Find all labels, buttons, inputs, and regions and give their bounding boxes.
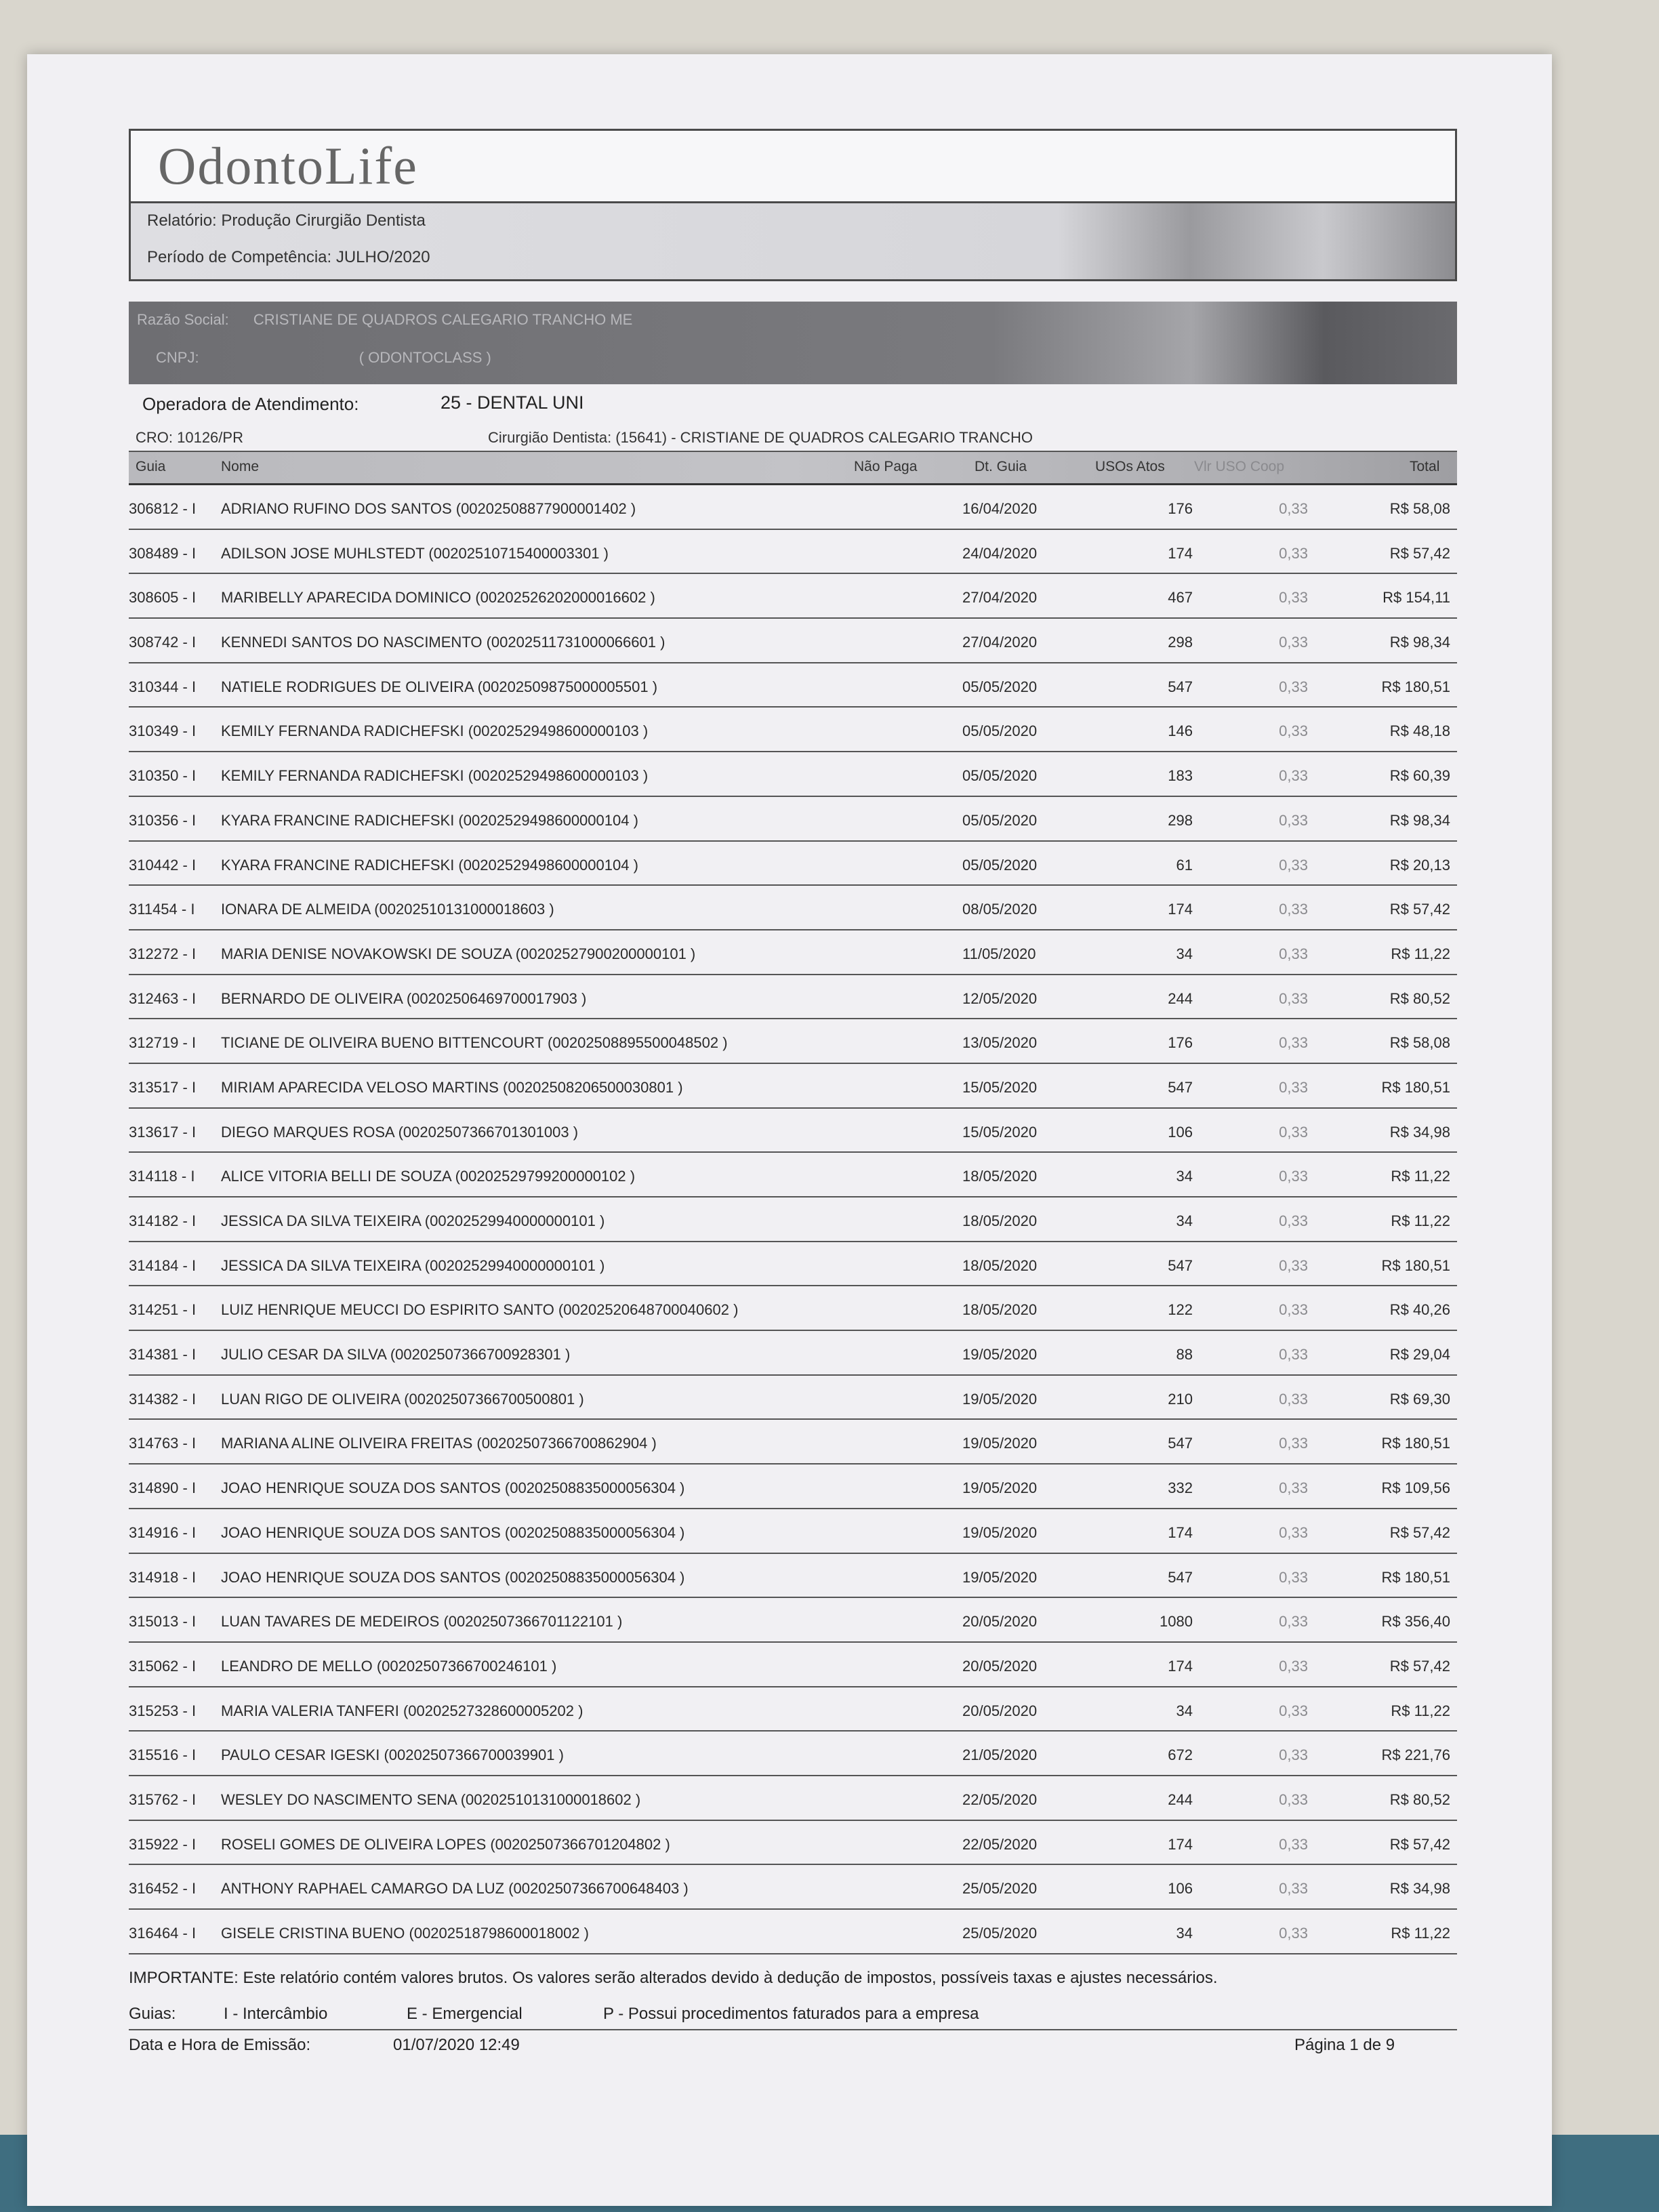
cell-vlr-uso: 0,33 bbox=[1279, 500, 1308, 517]
cell-total: R$ 40,26 bbox=[1389, 1301, 1450, 1319]
cell-vlr-uso: 0,33 bbox=[1279, 1568, 1308, 1586]
cell-guia: 314381 - I bbox=[129, 1346, 197, 1364]
cell-vlr-uso: 0,33 bbox=[1279, 1613, 1308, 1631]
cell-vlr-uso: 0,33 bbox=[1279, 678, 1308, 695]
cell-total: R$ 57,42 bbox=[1389, 1657, 1450, 1675]
cell-guia: 316452 - I bbox=[129, 1880, 197, 1898]
cell-nome: ROSELI GOMES DE OLIVEIRA LOPES (00202507366701204802 ) bbox=[221, 1835, 670, 1853]
cell-dt-guia: 20/05/2020 bbox=[962, 1613, 1038, 1631]
cell-vlr-uso: 0,33 bbox=[1279, 901, 1308, 918]
cell-guia: 313617 - I bbox=[129, 1123, 197, 1141]
cell-guia: 315516 - I bbox=[129, 1746, 197, 1764]
cell-vlr-uso: 0,33 bbox=[1279, 1346, 1308, 1364]
cell-guia: 314184 - I bbox=[129, 1256, 197, 1274]
cell-guia: 310442 - I bbox=[129, 856, 197, 874]
cell-guia: 314763 - I bbox=[129, 1435, 197, 1452]
cell-nome: JOAO HENRIQUE SOUZA DOS SANTOS (00202508835000056304 ) bbox=[221, 1479, 685, 1497]
table-row bbox=[129, 1865, 1457, 1910]
cell-total: R$ 11,22 bbox=[1391, 1925, 1450, 1942]
cell-guia: 314916 - I bbox=[129, 1523, 197, 1541]
cell-guia: 306812 - I bbox=[129, 500, 197, 517]
cell-total: R$ 154,11 bbox=[1382, 589, 1450, 607]
col-header-usos: USOs Atos bbox=[1095, 459, 1165, 474]
cell-dt-guia: 16/04/2020 bbox=[962, 500, 1038, 517]
report-sheet bbox=[27, 54, 1552, 2206]
cell-guia: 314382 - I bbox=[129, 1390, 197, 1408]
cell-dt-guia: 12/05/2020 bbox=[962, 989, 1038, 1007]
cell-vlr-uso: 0,33 bbox=[1279, 1034, 1308, 1052]
cell-guia: 310356 - I bbox=[129, 811, 197, 829]
cell-usos: 106 bbox=[1168, 1880, 1193, 1898]
cro-text: CRO: 10126/PR bbox=[136, 429, 243, 446]
cell-dt-guia: 24/04/2020 bbox=[962, 544, 1038, 562]
table-row bbox=[129, 1064, 1457, 1109]
col-header-dt-guia: Dt. Guia bbox=[975, 459, 1027, 474]
cell-guia: 310349 - I bbox=[129, 722, 197, 740]
cell-guia: 314251 - I bbox=[129, 1301, 197, 1319]
cell-total: R$ 48,18 bbox=[1389, 722, 1450, 740]
cell-nome: MARIBELLY APARECIDA DOMINICO (00202526202000016602 ) bbox=[221, 589, 655, 607]
cell-dt-guia: 05/05/2020 bbox=[962, 811, 1038, 829]
cell-nome: GISELE CRISTINA BUENO (00202518798600018002 ) bbox=[221, 1925, 589, 1942]
cell-dt-guia: 05/05/2020 bbox=[962, 767, 1038, 785]
cell-dt-guia: 27/04/2020 bbox=[962, 634, 1038, 651]
cell-vlr-uso: 0,33 bbox=[1279, 1925, 1308, 1942]
page-number: Página 1 de 9 bbox=[1294, 2035, 1395, 2054]
cell-vlr-uso: 0,33 bbox=[1279, 722, 1308, 740]
cell-nome: KEMILY FERNANDA RADICHEFSKI (00202529498600000103 ) bbox=[221, 722, 649, 740]
cell-guia: 315013 - I bbox=[129, 1613, 197, 1631]
report-footer bbox=[129, 1968, 1457, 2060]
cell-total: R$ 180,51 bbox=[1381, 1435, 1450, 1452]
cell-guia: 315762 - I bbox=[129, 1790, 197, 1808]
cell-total: R$ 180,51 bbox=[1381, 1568, 1450, 1586]
cell-dt-guia: 22/05/2020 bbox=[962, 1790, 1038, 1808]
cell-total: R$ 221,76 bbox=[1381, 1746, 1450, 1764]
cell-guia: 308742 - I bbox=[129, 634, 197, 651]
table-row bbox=[129, 1019, 1457, 1064]
cell-total: R$ 80,52 bbox=[1389, 989, 1450, 1007]
cell-total: R$ 34,98 bbox=[1389, 1880, 1450, 1898]
cell-guia: 312272 - I bbox=[129, 945, 197, 962]
table-row bbox=[129, 1465, 1457, 1509]
cell-dt-guia: 27/04/2020 bbox=[962, 589, 1038, 607]
table-header bbox=[129, 451, 1457, 485]
cell-vlr-uso: 0,33 bbox=[1279, 1256, 1308, 1274]
guias-legend bbox=[129, 1998, 1457, 2029]
cell-usos: 547 bbox=[1168, 1256, 1193, 1274]
cell-total: R$ 180,51 bbox=[1381, 1078, 1450, 1096]
cnpj-line bbox=[156, 349, 491, 367]
cell-dt-guia: 19/05/2020 bbox=[962, 1479, 1038, 1497]
cell-nome: JESSICA DA SILVA TEIXEIRA (00202529940000000101 ) bbox=[221, 1256, 605, 1274]
cell-usos: 174 bbox=[1168, 1657, 1193, 1675]
cell-nome: KENNEDI SANTOS DO NASCIMENTO (00202511731000066601 ) bbox=[221, 634, 665, 651]
table-row bbox=[129, 1598, 1457, 1643]
table-row bbox=[129, 1242, 1457, 1287]
col-header-guia: Guia bbox=[136, 459, 166, 474]
cell-guia: 308605 - I bbox=[129, 589, 197, 607]
cell-vlr-uso: 0,33 bbox=[1279, 1168, 1308, 1185]
cell-nome: ADRIANO RUFINO DOS SANTOS (00202508877900001402 ) bbox=[221, 500, 636, 517]
cell-dt-guia: 21/05/2020 bbox=[962, 1746, 1038, 1764]
cell-usos: 298 bbox=[1168, 811, 1193, 829]
cell-usos: 34 bbox=[1176, 945, 1193, 962]
period-line bbox=[147, 248, 430, 267]
cell-total: R$ 57,42 bbox=[1389, 1523, 1450, 1541]
cell-nome: IONARA DE ALMEIDA (00202510131000018603 ) bbox=[221, 901, 554, 918]
cell-vlr-uso: 0,33 bbox=[1279, 767, 1308, 785]
cell-usos: 34 bbox=[1176, 1212, 1193, 1229]
cell-usos: 1080 bbox=[1160, 1613, 1193, 1631]
report-label: Relatório: bbox=[147, 211, 217, 230]
cell-dt-guia: 18/05/2020 bbox=[962, 1256, 1038, 1274]
table-row bbox=[129, 1331, 1457, 1376]
table-row bbox=[129, 1776, 1457, 1821]
cell-nome: MARIANA ALINE OLIVEIRA FREITAS (00202507366700862904 ) bbox=[221, 1435, 657, 1452]
cell-guia: 314918 - I bbox=[129, 1568, 197, 1586]
guias-label: Guias: bbox=[129, 2004, 176, 2023]
table-row bbox=[129, 530, 1457, 575]
col-header-vlr-uso: Vlr USO Coop bbox=[1194, 459, 1285, 474]
table-row bbox=[129, 1197, 1457, 1242]
table-row bbox=[129, 485, 1457, 530]
emissao-label: Data e Hora de Emissão: bbox=[129, 2035, 311, 2054]
cell-usos: 547 bbox=[1168, 678, 1193, 695]
cell-total: R$ 69,30 bbox=[1389, 1390, 1450, 1408]
table-row bbox=[129, 975, 1457, 1020]
report-value: Produção Cirurgião Dentista bbox=[221, 211, 426, 230]
report-content bbox=[129, 129, 1457, 2060]
cell-guia: 314890 - I bbox=[129, 1479, 197, 1497]
cell-total: R$ 58,08 bbox=[1389, 1034, 1450, 1052]
cell-usos: 183 bbox=[1168, 767, 1193, 785]
cell-usos: 176 bbox=[1168, 1034, 1193, 1052]
cell-total: R$ 80,52 bbox=[1389, 1790, 1450, 1808]
table-row bbox=[129, 1687, 1457, 1732]
cell-guia: 310350 - I bbox=[129, 767, 197, 785]
cell-total: R$ 11,22 bbox=[1391, 1168, 1450, 1185]
cell-dt-guia: 25/05/2020 bbox=[962, 1925, 1038, 1942]
cell-nome: JESSICA DA SILVA TEIXEIRA (00202529940000000101 ) bbox=[221, 1212, 605, 1229]
cell-nome: LEANDRO DE MELLO (00202507366700246101 ) bbox=[221, 1657, 557, 1675]
cell-usos: 174 bbox=[1168, 1835, 1193, 1853]
razao-social-label: Razão Social: bbox=[137, 311, 229, 328]
cell-vlr-uso: 0,33 bbox=[1279, 1835, 1308, 1853]
table-row bbox=[129, 1153, 1457, 1197]
cell-dt-guia: 18/05/2020 bbox=[962, 1301, 1038, 1319]
table-row bbox=[129, 1821, 1457, 1866]
cell-dt-guia: 05/05/2020 bbox=[962, 722, 1038, 740]
table-row bbox=[129, 1109, 1457, 1153]
cell-usos: 547 bbox=[1168, 1568, 1193, 1586]
cell-usos: 298 bbox=[1168, 634, 1193, 651]
cell-nome: KYARA FRANCINE RADICHEFSKI (00202529498600000104 ) bbox=[221, 856, 638, 874]
cell-nome: NATIELE RODRIGUES DE OLIVEIRA (00202509875000005501 ) bbox=[221, 678, 658, 695]
razao-social-value: CRISTIANE DE QUADROS CALEGARIO TRANCHO ME bbox=[253, 311, 633, 328]
table-row bbox=[129, 1910, 1457, 1954]
cell-total: R$ 98,34 bbox=[1389, 811, 1450, 829]
cell-usos: 122 bbox=[1168, 1301, 1193, 1319]
cell-usos: 672 bbox=[1168, 1746, 1193, 1764]
table-row bbox=[129, 619, 1457, 663]
cell-nome: MIRIAM APARECIDA VELOSO MARTINS (00202508206500030801 ) bbox=[221, 1078, 683, 1096]
cell-dt-guia: 05/05/2020 bbox=[962, 678, 1038, 695]
cell-usos: 244 bbox=[1168, 1790, 1193, 1808]
cell-vlr-uso: 0,33 bbox=[1279, 589, 1308, 607]
cell-dt-guia: 20/05/2020 bbox=[962, 1702, 1038, 1719]
cell-usos: 467 bbox=[1168, 589, 1193, 607]
cell-guia: 310344 - I bbox=[129, 678, 197, 695]
legend-faturados: P - Possui procedimentos faturados para a empresa bbox=[603, 2004, 979, 2023]
cell-dt-guia: 11/05/2020 bbox=[962, 945, 1036, 962]
cell-nome: WESLEY DO NASCIMENTO SENA (00202510131000018602 ) bbox=[221, 1790, 641, 1808]
cell-total: R$ 57,42 bbox=[1389, 1835, 1450, 1853]
cell-nome: MARIA DENISE NOVAKOWSKI DE SOUZA (00202527900200000101 ) bbox=[221, 945, 696, 962]
cell-nome: PAULO CESAR IGESKI (00202507366700039901 ) bbox=[221, 1746, 564, 1764]
cell-dt-guia: 05/05/2020 bbox=[962, 856, 1038, 874]
cell-dt-guia: 25/05/2020 bbox=[962, 1880, 1038, 1898]
cell-nome: JOAO HENRIQUE SOUZA DOS SANTOS (00202508835000056304 ) bbox=[221, 1568, 685, 1586]
table-row bbox=[129, 663, 1457, 708]
table-row bbox=[129, 1376, 1457, 1420]
cell-usos: 174 bbox=[1168, 1523, 1193, 1541]
cell-nome: JOAO HENRIQUE SOUZA DOS SANTOS (00202508835000056304 ) bbox=[221, 1523, 685, 1541]
cro-row bbox=[129, 428, 1457, 451]
table-row bbox=[129, 1420, 1457, 1465]
cell-vlr-uso: 0,33 bbox=[1279, 544, 1308, 562]
cell-guia: 315253 - I bbox=[129, 1702, 197, 1719]
cell-usos: 34 bbox=[1176, 1168, 1193, 1185]
cell-vlr-uso: 0,33 bbox=[1279, 1702, 1308, 1719]
table-row bbox=[129, 842, 1457, 886]
cell-guia: 315062 - I bbox=[129, 1657, 197, 1675]
cell-guia: 316464 - I bbox=[129, 1925, 197, 1942]
cell-dt-guia: 18/05/2020 bbox=[962, 1168, 1038, 1185]
cell-vlr-uso: 0,33 bbox=[1279, 1390, 1308, 1408]
cell-total: R$ 180,51 bbox=[1381, 678, 1450, 695]
cell-guia: 314182 - I bbox=[129, 1212, 197, 1229]
cell-usos: 176 bbox=[1168, 500, 1193, 517]
cell-guia: 308489 - I bbox=[129, 544, 197, 562]
cell-dt-guia: 15/05/2020 bbox=[962, 1123, 1038, 1141]
cell-dt-guia: 19/05/2020 bbox=[962, 1523, 1038, 1541]
cell-dt-guia: 22/05/2020 bbox=[962, 1835, 1038, 1853]
col-header-total: Total bbox=[1410, 459, 1440, 474]
cell-nome: ADILSON JOSE MUHLSTEDT (00202510715400003301 ) bbox=[221, 544, 609, 562]
cell-usos: 34 bbox=[1176, 1702, 1193, 1719]
cell-dt-guia: 20/05/2020 bbox=[962, 1657, 1038, 1675]
cell-vlr-uso: 0,33 bbox=[1279, 811, 1308, 829]
operadora-row bbox=[129, 384, 1457, 422]
razao-social-line bbox=[137, 311, 632, 329]
cell-vlr-uso: 0,33 bbox=[1279, 1123, 1308, 1141]
cell-vlr-uso: 0,33 bbox=[1279, 634, 1308, 651]
cell-vlr-uso: 0,33 bbox=[1279, 1435, 1308, 1452]
cell-nome: JULIO CESAR DA SILVA (00202507366700928301 ) bbox=[221, 1346, 571, 1364]
cell-nome: KEMILY FERNANDA RADICHEFSKI (00202529498600000103 ) bbox=[221, 767, 649, 785]
cnpj-value: ( ODONTOCLASS ) bbox=[359, 349, 491, 366]
period-value: JULHO/2020 bbox=[335, 248, 430, 266]
cell-dt-guia: 13/05/2020 bbox=[962, 1034, 1038, 1052]
cell-vlr-uso: 0,33 bbox=[1279, 1880, 1308, 1898]
cell-total: R$ 109,56 bbox=[1381, 1479, 1450, 1497]
cell-usos: 146 bbox=[1168, 722, 1193, 740]
cell-vlr-uso: 0,33 bbox=[1279, 989, 1308, 1007]
cell-usos: 34 bbox=[1176, 1925, 1193, 1942]
col-header-nao-paga: Não Paga bbox=[854, 459, 918, 474]
table-row bbox=[129, 1509, 1457, 1554]
cell-dt-guia: 19/05/2020 bbox=[962, 1346, 1038, 1364]
legend-emergencial: E - Emergencial bbox=[407, 2004, 523, 2023]
cell-vlr-uso: 0,33 bbox=[1279, 1301, 1308, 1319]
cnpj-label: CNPJ: bbox=[156, 349, 199, 366]
cell-dt-guia: 08/05/2020 bbox=[962, 901, 1038, 918]
cell-total: R$ 57,42 bbox=[1389, 544, 1450, 562]
cell-vlr-uso: 0,33 bbox=[1279, 1523, 1308, 1541]
emissao-row bbox=[129, 2029, 1457, 2060]
cell-nome: BERNARDO DE OLIVEIRA (00202506469700017903 ) bbox=[221, 989, 587, 1007]
emissao-value: 01/07/2020 12:49 bbox=[393, 2035, 520, 2054]
table-row bbox=[129, 708, 1457, 752]
cell-dt-guia: 15/05/2020 bbox=[962, 1078, 1038, 1096]
cell-total: R$ 60,39 bbox=[1389, 767, 1450, 785]
cell-guia: 313517 - I bbox=[129, 1078, 197, 1096]
cell-guia: 314118 - I bbox=[129, 1168, 195, 1185]
cell-nome: ANTHONY RAPHAEL CAMARGO DA LUZ (00202507366700648403 ) bbox=[221, 1880, 689, 1898]
cell-usos: 332 bbox=[1168, 1479, 1193, 1497]
cell-guia: 315922 - I bbox=[129, 1835, 197, 1853]
cell-total: R$ 29,04 bbox=[1389, 1346, 1450, 1364]
cell-dt-guia: 19/05/2020 bbox=[962, 1568, 1038, 1586]
cell-nome: DIEGO MARQUES ROSA (00202507366701301003 ) bbox=[221, 1123, 579, 1141]
table-row bbox=[129, 1286, 1457, 1331]
cell-total: R$ 180,51 bbox=[1381, 1256, 1450, 1274]
cell-nome: MARIA VALERIA TANFERI (00202527328600005202 ) bbox=[221, 1702, 583, 1719]
cell-vlr-uso: 0,33 bbox=[1279, 945, 1308, 962]
cell-usos: 547 bbox=[1168, 1078, 1193, 1096]
dentista-text: Cirurgião Dentista: (15641) - CRISTIANE DE QUADROS CALEGARIO TRANCHO bbox=[488, 429, 1033, 446]
cell-vlr-uso: 0,33 bbox=[1279, 856, 1308, 874]
col-header-nome: Nome bbox=[221, 459, 260, 474]
cell-total: R$ 11,22 bbox=[1391, 945, 1450, 962]
table-row bbox=[129, 1643, 1457, 1687]
operadora-label: Operadora de Atendimento: bbox=[142, 394, 359, 414]
cell-total: R$ 356,40 bbox=[1381, 1613, 1450, 1631]
cell-nome: LUAN RIGO DE OLIVEIRA (00202507366700500801 ) bbox=[221, 1390, 584, 1408]
cell-dt-guia: 19/05/2020 bbox=[962, 1435, 1038, 1452]
cell-vlr-uso: 0,33 bbox=[1279, 1479, 1308, 1497]
cell-usos: 88 bbox=[1176, 1346, 1193, 1364]
cell-guia: 312463 - I bbox=[129, 989, 197, 1007]
cell-nome: TICIANE DE OLIVEIRA BUENO BITTENCOURT (00202508895500048502 ) bbox=[221, 1034, 728, 1052]
cell-usos: 210 bbox=[1168, 1390, 1193, 1408]
table-row bbox=[129, 752, 1457, 797]
cell-vlr-uso: 0,33 bbox=[1279, 1790, 1308, 1808]
table-body bbox=[129, 485, 1457, 1954]
cell-usos: 106 bbox=[1168, 1123, 1193, 1141]
cell-dt-guia: 19/05/2020 bbox=[962, 1390, 1038, 1408]
cell-vlr-uso: 0,33 bbox=[1279, 1212, 1308, 1229]
company-info-band bbox=[129, 302, 1457, 384]
cell-nome: ALICE VITORIA BELLI DE SOUZA (00202529799200000102 ) bbox=[221, 1168, 636, 1185]
table-row bbox=[129, 1554, 1457, 1599]
operadora-value: 25 - DENTAL UNI bbox=[441, 392, 584, 413]
important-notice: IMPORTANTE: Este relatório contém valores brutos. Os valores serão alterados devido à dedução de impostos, possíveis taxas e ajustes necessários. bbox=[129, 1968, 1218, 1987]
table-row bbox=[129, 930, 1457, 975]
cell-guia: 311454 - I bbox=[129, 901, 195, 918]
report-info-band bbox=[129, 203, 1457, 281]
cell-total: R$ 57,42 bbox=[1389, 901, 1450, 918]
table-row bbox=[129, 797, 1457, 842]
table-row bbox=[129, 886, 1457, 930]
cell-dt-guia: 18/05/2020 bbox=[962, 1212, 1038, 1229]
cell-usos: 244 bbox=[1168, 989, 1193, 1007]
table-row bbox=[129, 1732, 1457, 1776]
cell-usos: 61 bbox=[1176, 856, 1193, 874]
cell-nome: LUIZ HENRIQUE MEUCCI DO ESPIRITO SANTO (00202520648700040602 ) bbox=[221, 1301, 739, 1319]
legend-intercambio: I - Intercâmbio bbox=[224, 2004, 328, 2023]
cell-total: R$ 98,34 bbox=[1389, 634, 1450, 651]
cell-total: R$ 11,22 bbox=[1391, 1702, 1450, 1719]
cell-usos: 547 bbox=[1168, 1435, 1193, 1452]
cell-usos: 174 bbox=[1168, 901, 1193, 918]
cell-vlr-uso: 0,33 bbox=[1279, 1078, 1308, 1096]
cell-guia: 312719 - I bbox=[129, 1034, 197, 1052]
cell-total: R$ 20,13 bbox=[1389, 856, 1450, 874]
cell-total: R$ 34,98 bbox=[1389, 1123, 1450, 1141]
company-logo: OdontoLife bbox=[158, 136, 418, 195]
report-title-line bbox=[147, 211, 426, 230]
cell-total: R$ 11,22 bbox=[1391, 1212, 1450, 1229]
cell-vlr-uso: 0,33 bbox=[1279, 1657, 1308, 1675]
logo-box bbox=[129, 129, 1457, 203]
cell-vlr-uso: 0,33 bbox=[1279, 1746, 1308, 1764]
cell-total: R$ 58,08 bbox=[1389, 500, 1450, 517]
table-row bbox=[129, 574, 1457, 619]
cell-usos: 174 bbox=[1168, 544, 1193, 562]
period-label: Período de Competência: bbox=[147, 248, 332, 266]
cell-nome: LUAN TAVARES DE MEDEIROS (00202507366701122101 ) bbox=[221, 1613, 623, 1631]
cell-nome: KYARA FRANCINE RADICHEFSKI (00202529498600000104 ) bbox=[221, 811, 638, 829]
